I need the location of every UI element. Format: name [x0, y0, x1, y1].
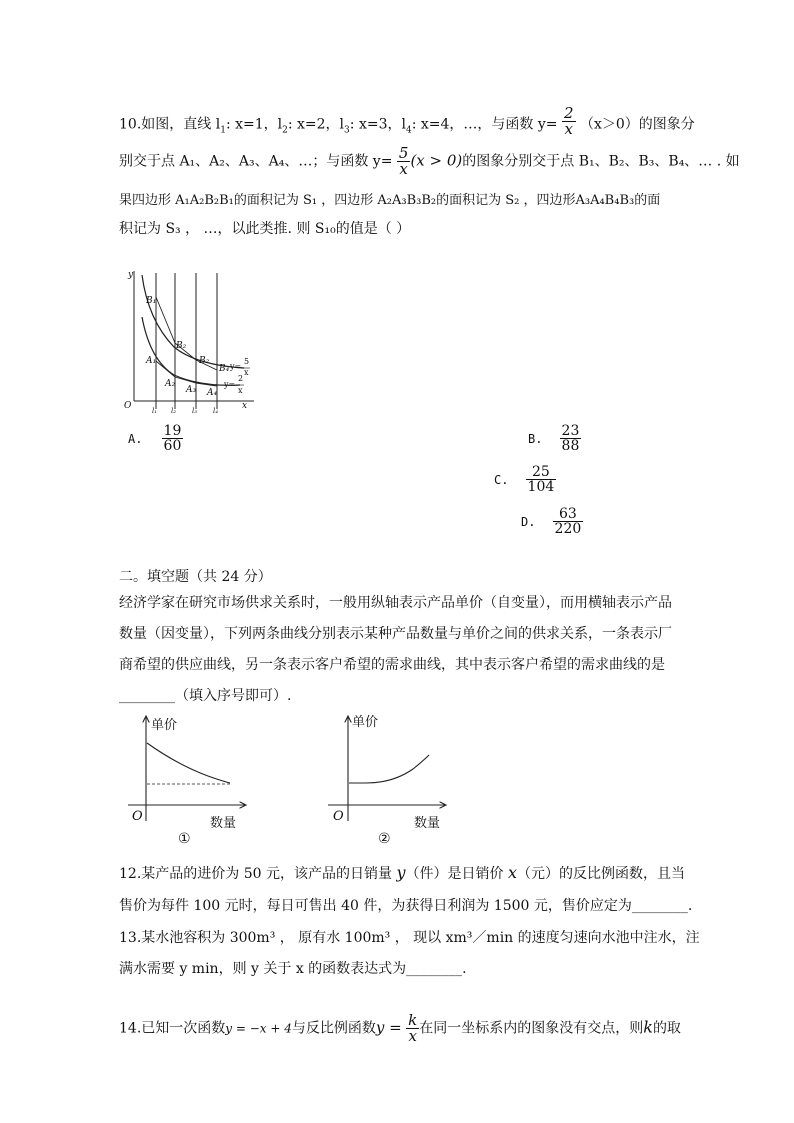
- svg-text:A₃: A₃: [186, 385, 197, 395]
- svg-text:A₂: A₂: [165, 379, 176, 389]
- section2-title: 二。填空题（共 24 分）: [119, 569, 272, 585]
- svg-text:数量: 数量: [210, 816, 237, 831]
- svg-text:l₁: l₁: [152, 407, 158, 415]
- svg-text:单价: 单价: [151, 718, 178, 733]
- x-axis-label: x: [242, 401, 248, 411]
- svg-text:2: 2: [238, 374, 244, 383]
- q13-line1: 13.某水池容积为 300m³ ， 原有水 100m³ ， 现以 xm³／min 的速度匀速向水池中注水，注: [119, 930, 700, 946]
- q12-line2: 售价为每件 100 元时，每日可售出 40 件，为获得日利润为 1500 元，售价应定为________.: [119, 898, 693, 914]
- svg-text:B₂: B₂: [176, 341, 187, 351]
- svg-text:l₂: l₂: [171, 407, 177, 415]
- q10-figure: [116, 265, 258, 415]
- svg-text:数量: 数量: [414, 816, 441, 831]
- svg-text:B₂: B₂: [199, 356, 210, 366]
- q14-line1: 14.已知一次函数y = −x + 4与反比例函数y = $\frac{k}{x}$ 在同一坐标系内的图象没有交点，则k的取: [119, 1011, 681, 1045]
- q11-line2: 数量（因变量），下列两条曲线分别表示某种产品数量与单价之间的供求关系，一条表示厂: [119, 626, 672, 642]
- graph-2: [318, 713, 450, 849]
- answer-blank[interactable]: ________: [119, 688, 175, 704]
- fraction-2-over-x: $\frac{2}{x}$: [563, 104, 574, 138]
- option-a[interactable]: A. $\frac{19}{60}$: [128, 423, 182, 454]
- svg-text:单价: 单价: [352, 715, 379, 730]
- supply-curve: [349, 755, 429, 783]
- option-b[interactable]: B. $\frac{23}{88}$: [528, 423, 580, 454]
- demand-curve: [147, 743, 230, 783]
- q11-line1: 经济学家在研究市场供求关系时，一般用纵轴表示产品单价（自变量），而用横轴表示产品: [119, 595, 672, 611]
- y-axis-label: y: [128, 270, 134, 280]
- graph-1: [118, 713, 250, 849]
- svg-text:A₄: A₄: [207, 388, 218, 398]
- q10-line4: 积记为 S₃ ， …，以此类推. 则 S₁₀的值是（ ）: [119, 221, 411, 237]
- q11-line4: ________（填入序号即可）.: [119, 688, 292, 704]
- svg-text:A₁: A₁: [146, 356, 157, 366]
- svg-text:O: O: [132, 809, 143, 824]
- svg-text:y=: y=: [224, 380, 236, 389]
- svg-text:O: O: [333, 809, 344, 824]
- q13-line2: 满水需要 y min，则 y 关于 x 的函数表达式为________.: [119, 961, 467, 977]
- q10-line2: 别交于点 A₁、A₂、A₃、A₄、…；与函数 y= $\frac{5}{x}$ (x > 0)的图象分别交于点 B₁、B₂、B₃、B₄、… . 如: [119, 144, 740, 178]
- q11-line3: 商希望的供应曲线，另一条表示客户希望的需求曲线，其中表示客户希望的需求曲线的是: [119, 657, 665, 673]
- option-d[interactable]: D. $\frac{63}{220}$: [521, 506, 582, 537]
- svg-text:B₄: B₄: [219, 364, 230, 374]
- svg-text:5: 5: [244, 357, 250, 366]
- svg-text:B₁: B₁: [146, 296, 157, 306]
- curve-y-5-over-x: [142, 275, 244, 368]
- fraction-5-over-x: $\frac{5}{x}$: [398, 144, 409, 178]
- svg-text:①: ①: [178, 831, 191, 847]
- svg-text:l₄: l₄: [213, 407, 219, 415]
- svg-text:②: ②: [378, 831, 391, 847]
- svg-text:x: x: [244, 368, 249, 377]
- option-c[interactable]: C. $\frac{25}{104}$: [494, 464, 555, 495]
- q10-line1: 10.如图，直线 $l_1$: x=1，$l_2$: x=2，$l_3$: x=3，$l_4$: x=4，…，与函数 y= $\frac{2}{x}$ （x＞0）的图象分: [119, 104, 695, 138]
- q10-line3: 果四边形 A₁A₂B₂B₁的面积记为 S₁ ，四边形 A₂A₃B₃B₂的面积记为 S₂ ，四边形A₃A₄B₄B₃的面: [119, 193, 661, 208]
- q12-line1: 12.某产品的进价为 50 元，该产品的日销量 y（件）是日销价 x（元）的反比例函数，且当: [119, 863, 685, 882]
- origin-label: O: [124, 401, 132, 411]
- svg-text:x: x: [238, 386, 243, 395]
- curve-y-2-over-x: [142, 317, 240, 385]
- svg-text:l₃: l₃: [192, 407, 198, 415]
- svg-text:y=: y=: [230, 362, 242, 371]
